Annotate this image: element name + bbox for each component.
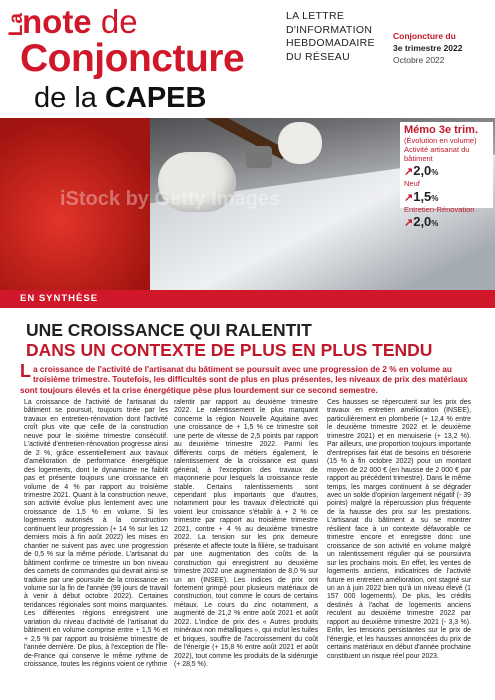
column-text: La croissance de l'activité de l'artisanat du bâtiment se poursuit, toujours tirée par les travaux en entretien-rénovation dont l'activité croît plus vite que celle de la construction neuve pour le sixième trimestre consécutif. L'activité d'entretien-rénovation progresse ainsi de 2 %, grâce essentiellement aux travaux d'amélioration de performance énergétique des logements, dont le dynamisme ne faiblit pas et présente toujours une croissance en volume de 4 % par rapport au troisième trimestre 2021. Quant à la construction neuve, son activité évolue plus lentement avec une croissance de 1,5 % en volume. Si les logements autorisés à la construction continuent leur progression (+ 14 % sur les 12 derniers mois à fin août 2022) les mises en chantier ne suivent pas avec une progression de 0,5 % sur la même période. L'artisanat du bâtiment confirme ce trimestre un bon niveau des carnets de commandes qui devrait ainsi se traduire par une poursuite de la croissance en volume sur la fin de l'année (99 jours de travail à venir à début octobre 2022). Certaines tendances régionales sont moins marquantes. Les différentes régions enregistrent une variation du niveau d'activité de l'artisanat du bâtiment en volume comprise entre + 1,5 % et + 2,5 % par rapport au troisième trimestre de l'année dernière. De plus, à l'exception de l'Île-de-France qui conserve le même rythme de croissance, toutes les régions voient ce rythme	[24, 399, 168, 669]
column-text: ralentir par rapport au deuxième trimestre 2022. Le ralentissement le plus marquant concerne la région Nouvelle Aquitaine avec une croissance de + 1,5 % ce trimestre soit une perte de vitesse de 2,5 points par rapport au deuxième trimestre 2022. Parmi les différents corps de métiers également, le ralentissement de la croissance est quasi général, à l'exception des travaux de maçonnerie pour lesquels la croissance reste stable. Certains ralentissements sont cependant plus importants que d'autres, notamment pour les travaux d'électricité qui voient leur croissance s'établir à + 2 % ce trimestre par rapport au troisième trimestre 2021, contre + 4 % au deuxième trimestre 2022. La tension sur les prix demeure présente et affecte toute la filière, se traduisant par une augmentation des coûts de la construction qui enregistrent au deuxième trimestre 2022 une augmentation de 8,0 % sur un an (INSEE). Les indices de prix ont fortement grimpé pour plusieurs matériaux de construction, tout comme le cours de certains métaux. Le cours du zinc notamment, a augmenté de 21,2 % entre août 2021 et août 2022. L'indice de prix des « Autres produits minéraux non métalliques », qui inclut les tuiles et briques, souffre de l'accroissement du coût de l'énergie (+ 15,8 % entre août 2021 et août 2022), tout comme les produits de la sidérurgie (+ 28,5 %).	[174, 399, 319, 669]
memo-box	[400, 122, 493, 229]
arrow-up-icon: ↗	[404, 217, 414, 229]
header	[0, 0, 495, 118]
memo-item-value	[404, 163, 493, 180]
meta-line1: Conjoncture du	[393, 31, 456, 41]
memo-unit: %	[431, 219, 439, 228]
logo-capeb	[34, 82, 206, 114]
memo-item-label: Activité artisanat du bâtiment	[404, 145, 470, 163]
memo-item-value	[404, 189, 493, 206]
logo-capeb-text: CAPEB	[104, 82, 207, 114]
intro-text: a croissance de l'activité de l'artisanat du bâtiment se poursuit avec une progression de 2 % en volume au troisième trimestre. Toutefois, les difficultés sont de plus en plus présentes, les niveaux de prix des matériaux sont toujours élevés et la crise énergétique pèse plus lourdement sur ce second semestre.	[20, 364, 468, 395]
arrow-up-icon: ↗	[404, 166, 414, 178]
tagline-line: DU RÉSEAU	[286, 50, 350, 63]
logo-la: La	[6, 12, 27, 37]
headline-line2: DANS UN CONTEXTE DE PLUS EN PLUS TENDU	[26, 340, 433, 360]
body-column-2	[174, 399, 318, 670]
body-column-3	[327, 399, 471, 661]
memo-number: 1,5	[413, 188, 432, 204]
logo-de-la: de la	[34, 82, 105, 114]
column-text: Ces hausses se répercutent sur les prix des travaux en entretien amélioration (INSEE), particulièrement en plomberie (+ 12,4 % entre le deuxième trimestre 2022 et le deuxième trimestre 2021) et en menuiserie (+ 13,2 %). Par ailleurs, une proportion toujours importante d'entreprises fait état de besoins en trésorerie (15 % à fin octobre 2022) pour un montant moyen de 22 000 € (en hausse de 2 000 € par rapport au précédent trimestre). Dans le même temps, les marges continuent à se dégrader avec un solde d'opinion largement négatif (- 39 points) malgré la répercussion plus fréquente de la hausse des prix sur les prestations. L'artisanat du bâtiment a su se montrer résilient face à un contexte défavorable ce trimestre encore et enregistre donc une croissance de son activité en volume malgré un ralentissement régulier qui se poursuivra sur les prochains mois. En effet, les ventes de logements anciens, indicatrices de l'activité future en entretien amélioration, ont stagné sur un an à juin 2022 bien qu'à un niveau élevé (1 157 000 logements). De plus, les crédits destinés à l'achat de logements anciens reculent au deuxième trimestre 2022 par rapport au deuxième trimestre 2021 (- 3,3 %). Enfin, les tensions persistantes sur le prix de l'énergie, et les hausses annoncées du prix de certains matériaux en début d'année prochaine constituent un risque réel pour 2023.	[327, 399, 471, 660]
photo-watermark: iStock by Getty Images	[60, 188, 281, 210]
photo-hammer-head	[246, 146, 272, 168]
memo-item-value	[404, 214, 493, 231]
issue-meta	[393, 30, 462, 66]
memo-number: 2,0	[413, 214, 432, 229]
meta-date: Octobre 2022	[393, 55, 445, 65]
arrow-up-icon: ↗	[404, 191, 414, 204]
memo-unit: %	[431, 168, 439, 177]
memo-item-label: Entretien-Rénovation	[404, 204, 475, 214]
tagline-line: LA LETTRE	[286, 10, 345, 22]
intro-paragraph	[20, 361, 475, 395]
photo-glove-2	[278, 122, 322, 164]
logo-note-bold: note	[22, 3, 92, 40]
tagline-line: HEBDOMADAIRE	[286, 37, 375, 49]
intro-dropcap: L	[20, 361, 31, 381]
logo-note-rest: de	[91, 3, 138, 40]
headline-line1: UNE CROISSANCE QUI RALENTIT	[26, 320, 312, 340]
logo-note	[22, 4, 138, 40]
memo-subtitle: (Évolution en volume)	[404, 136, 477, 145]
memo-title: Mémo 3e trim.	[404, 124, 478, 136]
memo-item	[404, 146, 493, 180]
memo-number: 2,0	[413, 163, 432, 178]
meta-line2: 3e trimestre 2022	[393, 43, 463, 53]
section-label: EN SYNTHÈSE	[20, 293, 99, 304]
tagline-line: D'INFORMATION	[286, 23, 373, 36]
section-banner	[0, 290, 495, 308]
memo-unit: %	[431, 193, 439, 203]
memo-item-label: Neuf	[404, 179, 420, 188]
newsletter-tagline	[286, 10, 375, 64]
memo-item	[404, 206, 493, 232]
body-column-1	[24, 399, 168, 670]
logo-conjoncture: Conjoncture	[20, 37, 245, 80]
memo-item	[404, 180, 493, 206]
